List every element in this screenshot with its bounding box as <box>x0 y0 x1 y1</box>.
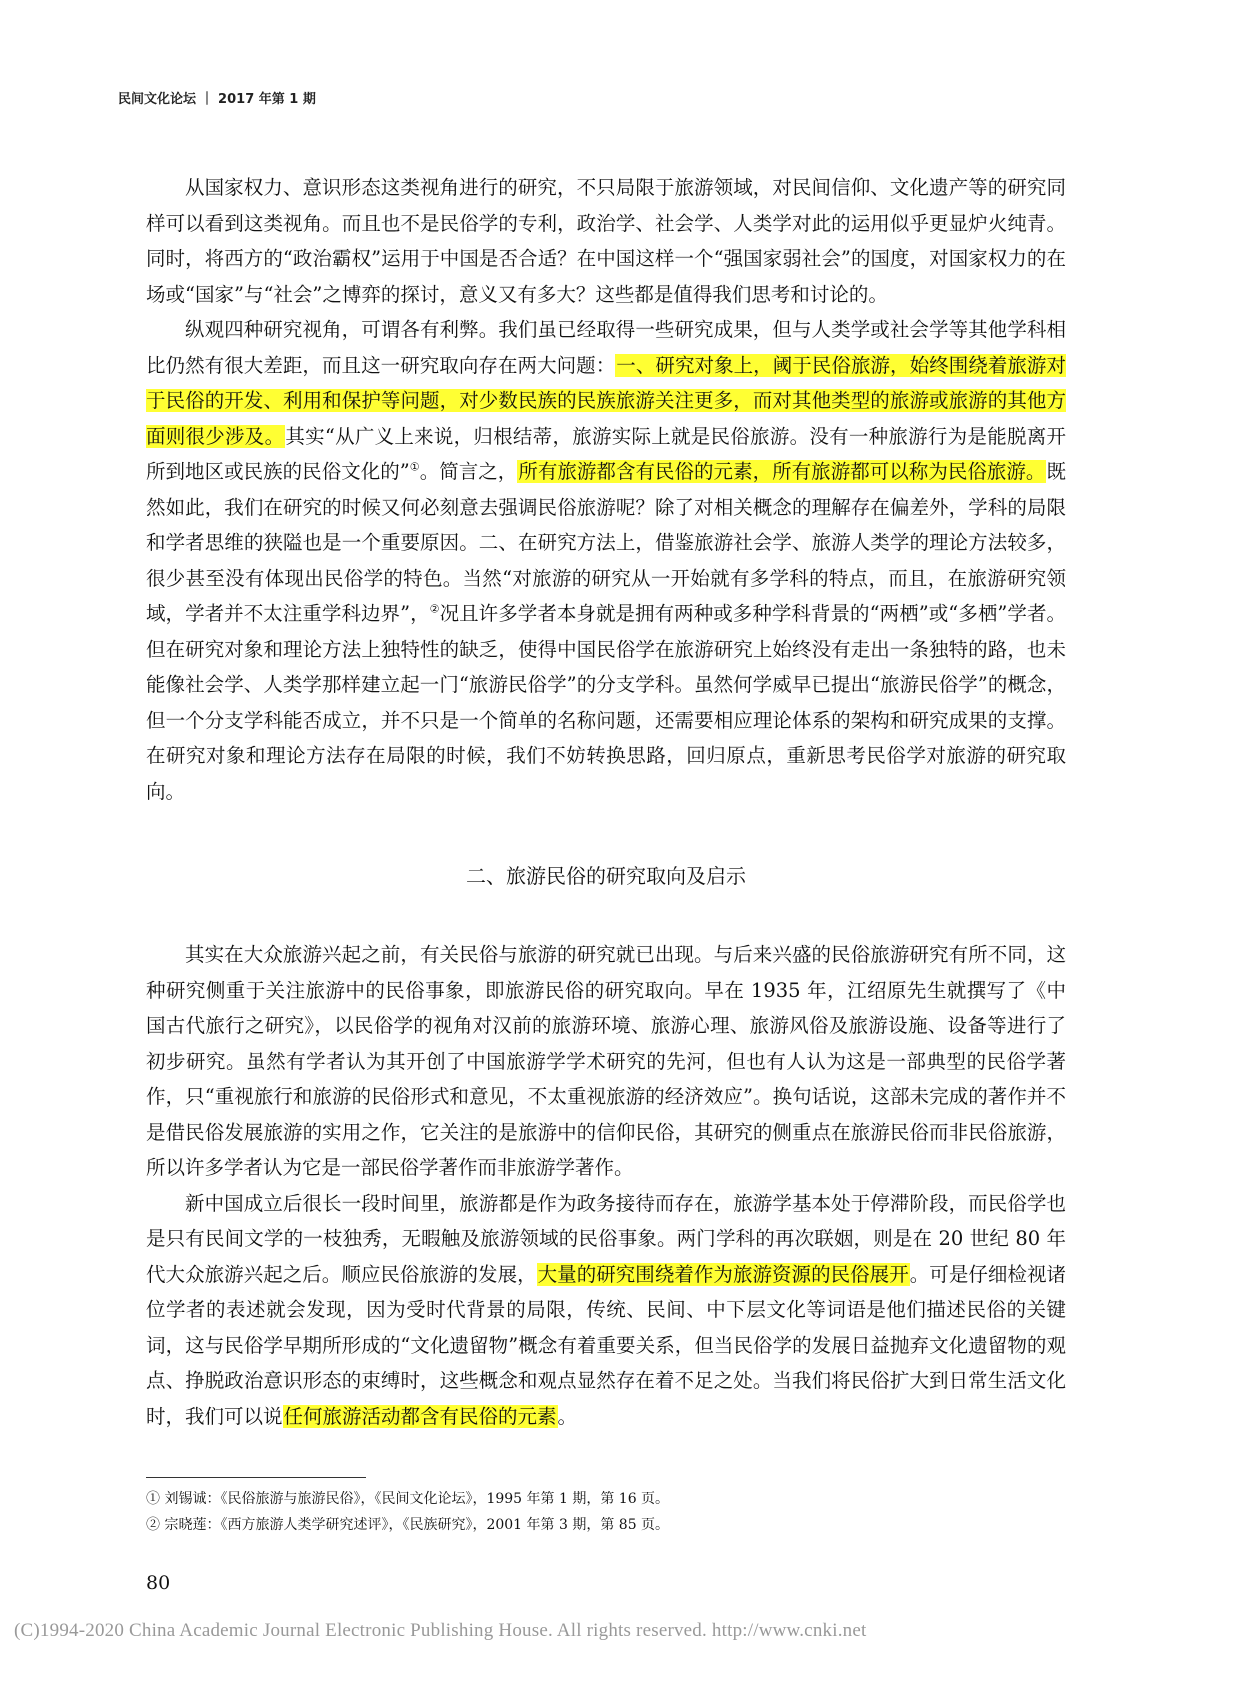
text-segment: 新中国成立后很长一段时间里，旅游都是作为政务接待而存在，旅游学基本处于停滞阶段，而民俗学也是只有民间文学的一枝独秀，无暇触及旅游领域的民俗事象。两门学科的再次联姻，则是在 20 世纪 80 年代大众旅游兴起之后。顺应民俗旅游的发展， <box>146 1191 1066 1286</box>
footnote-ref: ② <box>429 602 440 616</box>
text-segment: 。可是仔细检视诸位学者的表述就会发现，因为受时代背景的局限，传统、民间、中下层文化等词语是他们描述民俗的关键词，这与民俗学早期所形成的“文化遗留物”概念有着重要关系，但当民俗学的发展日益抛弃文化遗留物的观点、挣脱政治意识形态的束缚时，这些概念和观点显然存在着不足之处。当我们将民俗扩大到日常生活文化时，我们可以说 <box>146 1262 1066 1428</box>
paragraph-2 <box>146 312 1066 809</box>
highlighted-text: 大量的研究围绕着作为旅游资源的民俗展开 <box>537 1262 909 1286</box>
text-segment: 。简言之， <box>419 460 518 483</box>
highlighted-text: 所有旅游都含有民俗的元素，所有旅游都可以称为民俗旅游。 <box>518 460 1046 483</box>
paragraph-1 <box>146 170 1066 312</box>
text-segment: 其实“从广义上来说，归根结蒂，旅游实际上就是民俗旅游。没有一种旅游行为是能脱离开所到地区或民族的民俗文化的” <box>146 424 1066 483</box>
page-number: 80 <box>146 1572 171 1594</box>
footnote-ref: ① <box>409 460 420 474</box>
footnote-1: ① 刘锡诚：《民俗旅游与旅游民俗》，《民间文化论坛》，1995 年第 1 期，第 16 页。 <box>146 1491 670 1507</box>
text-segment: 从国家权力、意识形态这类视角进行的研究，不只局限于旅游领域，对民间信仰、文化遗产等的研究同样可以看到这类视角。而且也不是民俗学的专利，政治学、社会学、人类学对此的运用似乎更显炉火纯青。同时，将西方的“政治霸权”运用于中国是否合适？在中国这样一个“强国家弱社会”的国度，对国家权力的在场或“国家”与“社会”之博弈的探讨，意义又有多大？这些都是值得我们思考和讨论的。 <box>146 176 1066 306</box>
running-header: 民间文化论坛 ｜ 2017 年第 1 期 <box>118 92 316 107</box>
paragraph-4 <box>146 1186 1066 1435</box>
text-segment: 。 <box>557 1404 578 1428</box>
footnote-divider <box>146 1477 366 1478</box>
section-title: 二、旅游民俗的研究取向及启示 <box>466 864 746 888</box>
text-segment: 纵观四种研究视角，可谓各有利弊。我们虽已经取得一些研究成果，但与人类学或社会学等其他学科相比仍然有很大差距，而且这一研究取向存在两大问题： <box>146 318 1066 377</box>
article-body <box>146 170 1066 1434</box>
text-segment: 况且许多学者本身就是拥有两种或多种学科背景的“两栖”或“多栖”学者。但在研究对象和理论方法上独特性的缺乏，使得中国民俗学在旅游研究上始终没有走出一条独特的路，也未能像社会学、人类学那样建立起一门“旅游民俗学”的分支学科。虽然何学威早已提出“旅游民俗学”的概念，但一个分支学科能否成立，并不只是一个简单的名称问题，还需要相应理论体系的架构和研究成果的支撑。在研究对象和理论方法存在局限的时候，我们不妨转换思路，回归原点，重新思考民俗学对旅游的研究取向。 <box>146 602 1066 803</box>
highlighted-text: 任何旅游活动都含有民俗的元素 <box>283 1404 557 1428</box>
text-segment: 其实在大众旅游兴起之前，有关民俗与旅游的研究就已出现。与后来兴盛的民俗旅游研究有所不同，这种研究侧重于关注旅游中的民俗事象，即旅游民俗的研究取向。早在 1935 年，江绍原先生就撰写了《中国古代旅行之研究》，以民俗学的视角对汉前的旅游环境、旅游心理、旅游风俗及旅游设施、设备等进行了初步研究。虽然有学者认为其开创了中国旅游学学术研究的先河，但也有人认为这是一部典型的民俗学著作，只“重视旅行和旅游的民俗形式和意见，不太重视旅游的经济效应”。换句话说，这部未完成的著作并不是借民俗发展旅游的实用之作，它关注的是旅游中的信仰民俗，其研究的侧重点在旅游民俗而非民俗旅游，所以许多学者认为它是一部民俗学著作而非旅游学著作。 <box>146 943 1066 1179</box>
highlighted-text: 一、研究对象上，阈于民俗旅游，始终围绕着旅游对于民俗的开发、利用和保护等问题，对少数民族的民族旅游关注更多，而对其他类型的旅游或旅游的其他方面则很少涉及。 <box>146 353 1066 448</box>
paragraph-3 <box>146 937 1066 1186</box>
copyright-watermark: (C)1994-2020 China Academic Journal Electronic Publishing House. All rights reserved. http://www.cnki.net <box>14 1620 867 1641</box>
footnote-2: ② 宗晓莲：《西方旅游人类学研究述评》，《民族研究》，2001 年第 3 期，第 85 页。 <box>146 1517 670 1533</box>
footnotes <box>146 1486 1066 1538</box>
text-segment: 既然如此，我们在研究的时候又何必刻意去强调民俗旅游呢？除了对相关概念的理解存在偏差外，学科的局限和学者思维的狭隘也是一个重要原因。二、在研究方法上，借鉴旅游社会学、旅游人类学的理论方法较多，很少甚至没有体现出民俗学的特色。当然“对旅游的研究从一开始就有多学科的特点，而且，在旅游研究领域，学者并不太注重学科边界”， <box>146 460 1066 625</box>
